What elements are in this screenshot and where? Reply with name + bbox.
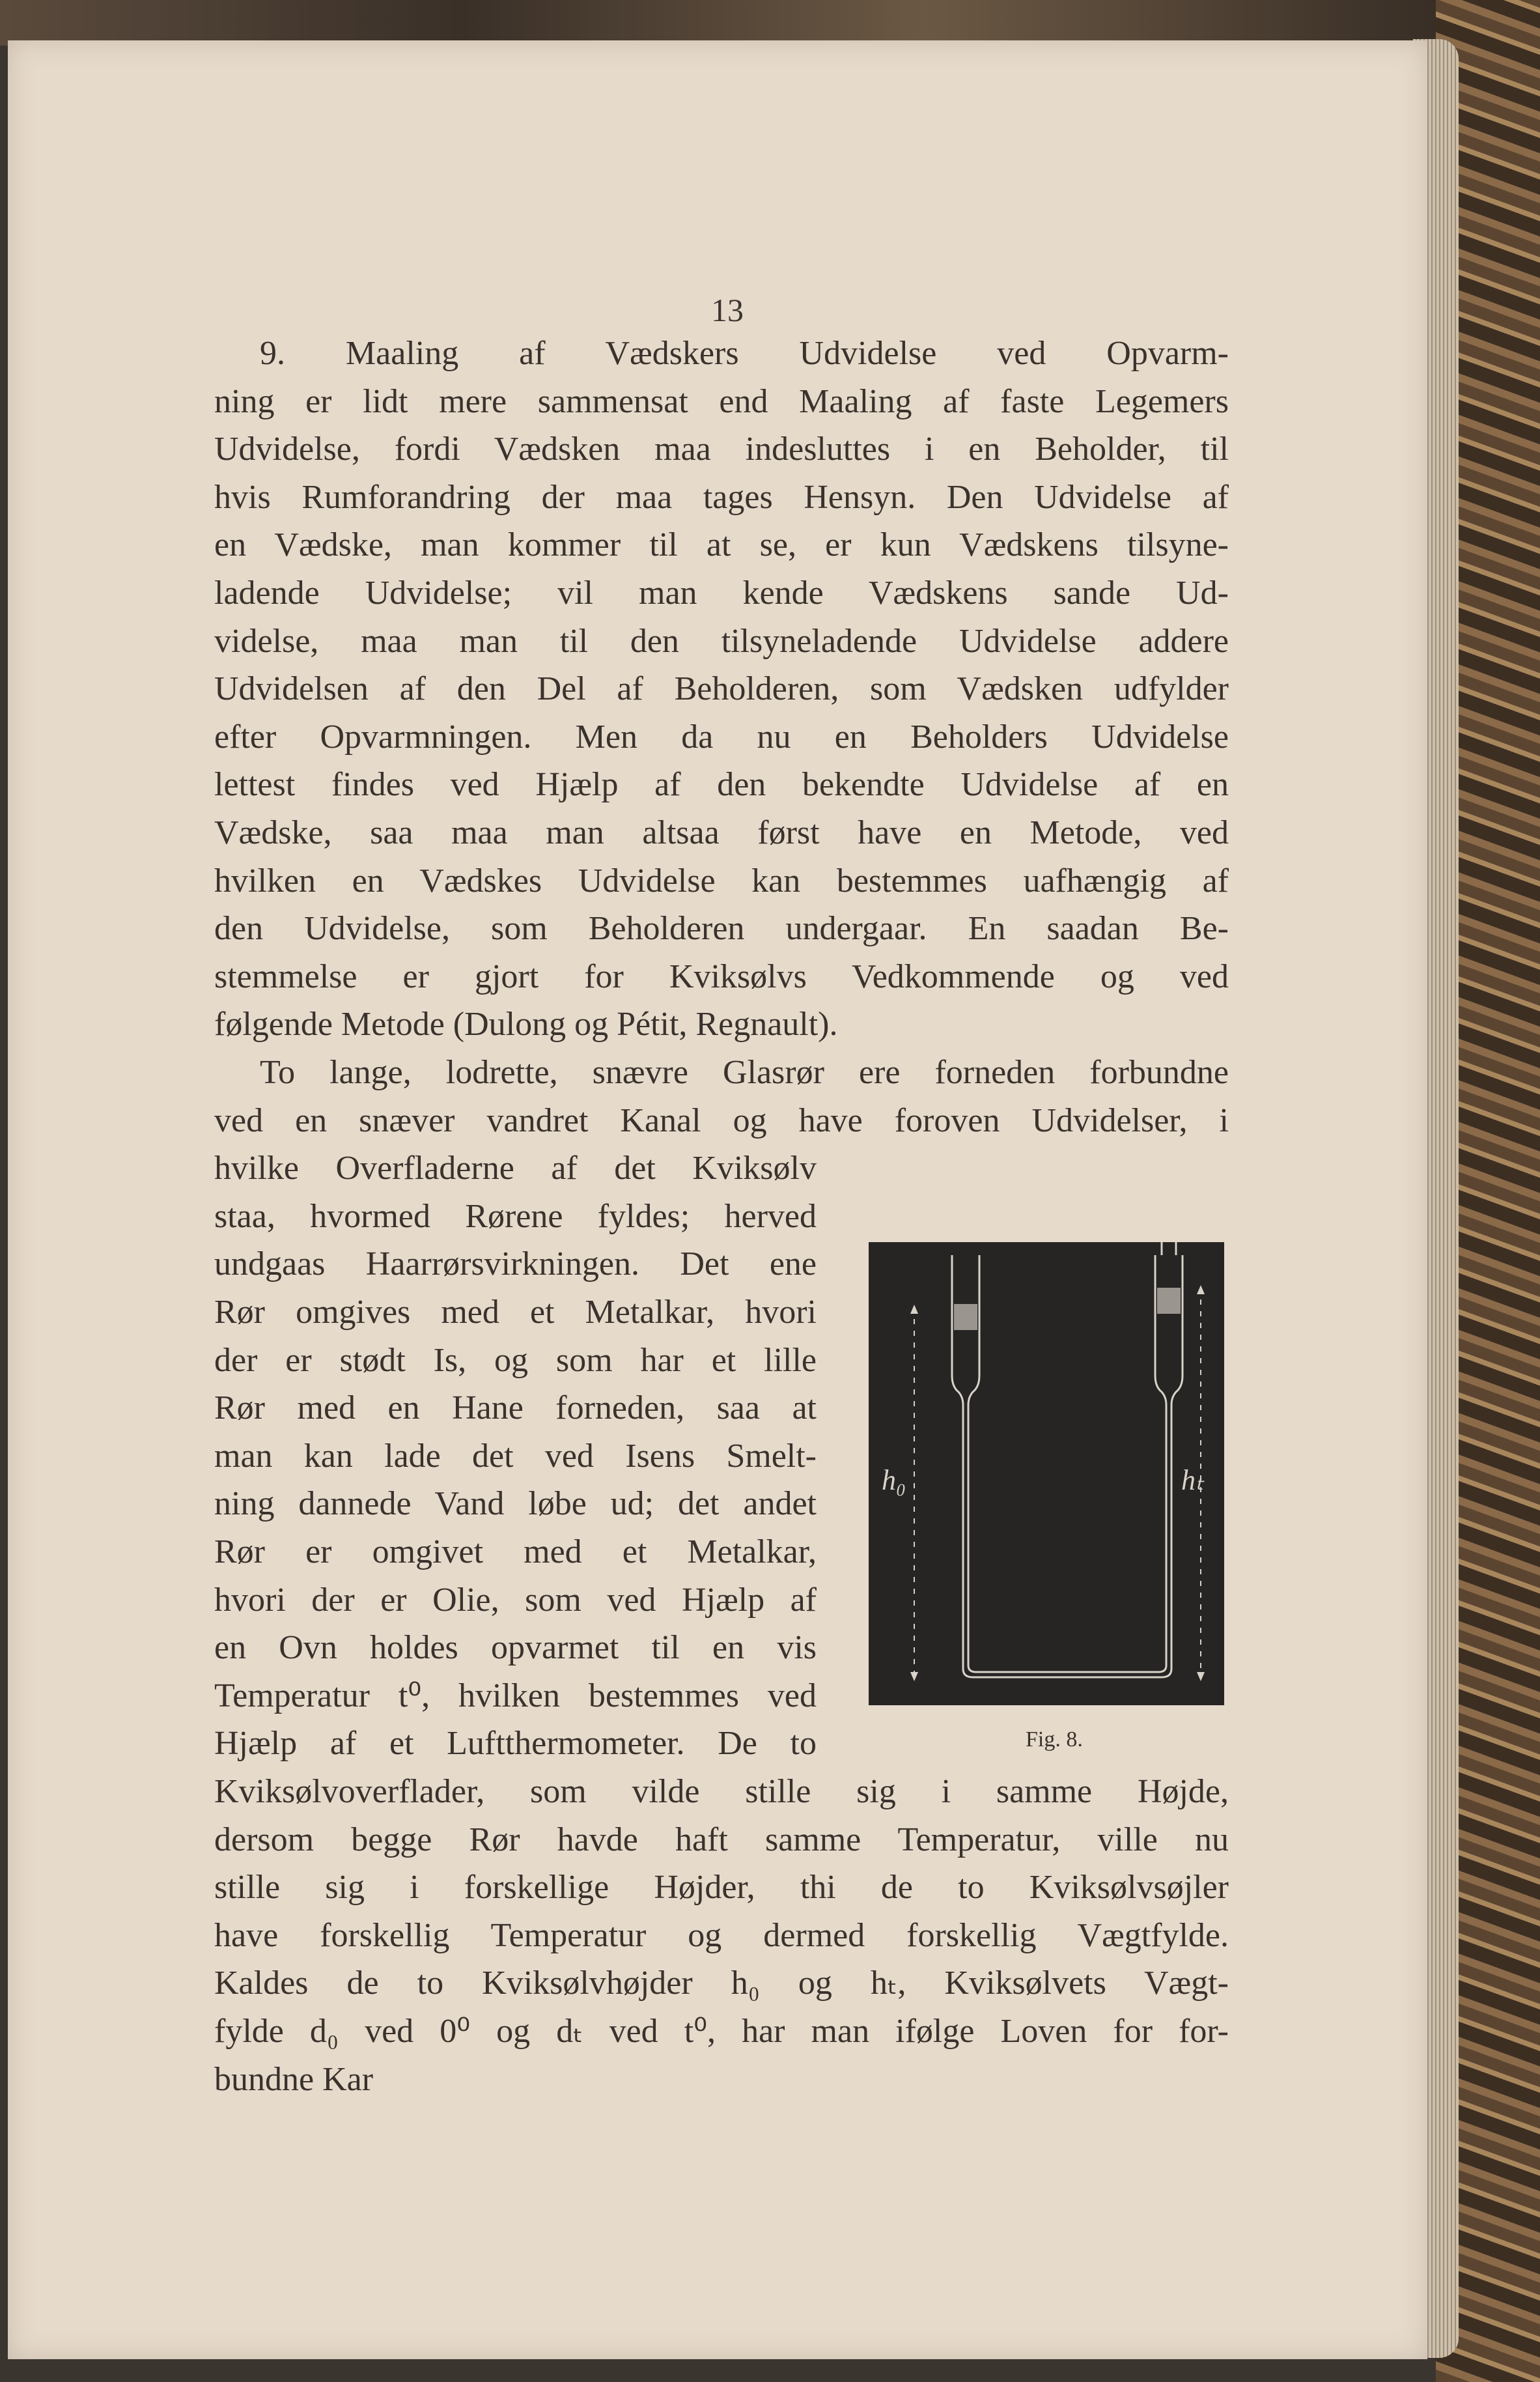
u-tube-illustration [869,1242,1224,1705]
text-line: Hjælp af et Luftthermometer. De to [214,1725,817,1763]
text-line: Rør er omgivet med et Metalkar, [214,1533,817,1570]
text-line: en Ovn holdes opvarmet til en vis [214,1629,817,1667]
text-line: fylde d₀ ved 0⁰ og dₜ ved t⁰, har man ifølge Loven for for- [214,2013,1229,2050]
book-cover-top-edge [0,0,1540,46]
text-line: Udvidelse, fordi Vædsken maa indesluttes i en Beholder, til [214,431,1229,468]
figure-u-tube-diagram [869,1242,1224,1705]
page-number: 13 [711,292,744,328]
text-line: Vædske, saa maa man altsaa først have en Metode, ved [214,814,1229,851]
text-line: To lange, lodrette, snævre Glasrør ere forneden forbundne [260,1054,1229,1091]
label-h0: h₀ [882,1464,906,1496]
text-line: Udvidelsen af den Del af Beholderen, som Vædsken udfylder [214,670,1229,708]
text-line: Kaldes de to Kviksølvhøjder h₀ og hₜ, Kviksølvets Vægt- [214,1964,1229,2002]
text-line: Kviksølvoverflader, som vilde stille sig i samme Højde, [214,1773,1229,1810]
text-line: den Udvidelse, som Beholderen undergaar. En saadan Be- [214,910,1229,948]
text-line: staa, hvormed Rørene fyldes; herved [214,1197,817,1235]
text-line: ning dannede Vand løbe ud; det andet [214,1485,817,1523]
text-line: 9. Maaling af Vædskers Udvidelse ved Opvarm- [260,335,1229,372]
text-line: stemmelse er gjort for Kviksølvs Vedkommende og ved [214,957,1229,995]
text-line: følgende Metode (Dulong og Pétit, Regnault). [214,1006,838,1043]
text-line: bundne Kar [214,2060,374,2098]
text-line: hvilken en Vædskes Udvidelse kan bestemmes uafhængig af [214,862,1229,900]
text-line: en Vædske, man kommer til at se, er kun Vædskens tilsyne- [214,526,1229,564]
text-line: have forskellig Temperatur og dermed forskellig Vægtfylde. [214,1916,1229,1954]
text-line: undgaas Haarrørsvirkningen. Det ene [214,1245,817,1283]
text-line: Rør med en Hane forneden, saa at [214,1389,817,1427]
figure-caption: Fig. 8. [1026,1727,1083,1751]
text-line: hvilke Overfladerne af det Kviksølv [214,1150,817,1187]
text-line: hvis Rumforandring der maa tages Hensyn. Den Udvidelse af [214,478,1229,516]
text-line: dersom begge Rør havde haft samme Temperatur, ville nu [214,1821,1229,1858]
text-line: Temperatur t⁰, hvilken bestemmes ved [214,1677,817,1714]
text-line: hvori der er Olie, som ved Hjælp af [214,1581,817,1619]
text-line: lettest findes ved Hjælp af den bekendte Udvidelse af en [214,766,1229,804]
text-line: ladende Udvidelse; vil man kende Vædskens sande Ud- [214,574,1229,612]
text-line: man kan lade det ved Isens Smelt- [214,1437,817,1475]
text-line: Rør omgives med et Metalkar, hvori [214,1294,817,1331]
text-line: der er stødt Is, og som har et lille [214,1341,817,1379]
book-page [8,40,1427,2359]
text-line: efter Opvarmningen. Men da nu en Beholders Udvidelse [214,718,1229,756]
text-line: ning er lidt mere sammensat end Maaling af faste Legemers [214,382,1229,420]
text-line: stille sig i forskellige Højder, thi de to Kviksølvsøjler [214,1869,1229,1907]
text-line: ved en snæver vandret Kanal og have foroven Udvidelser, i [214,1101,1229,1139]
label-ht: hₜ [1181,1464,1204,1496]
text-line: videlse, maa man til den tilsyneladende Udvidelse addere [214,622,1229,660]
